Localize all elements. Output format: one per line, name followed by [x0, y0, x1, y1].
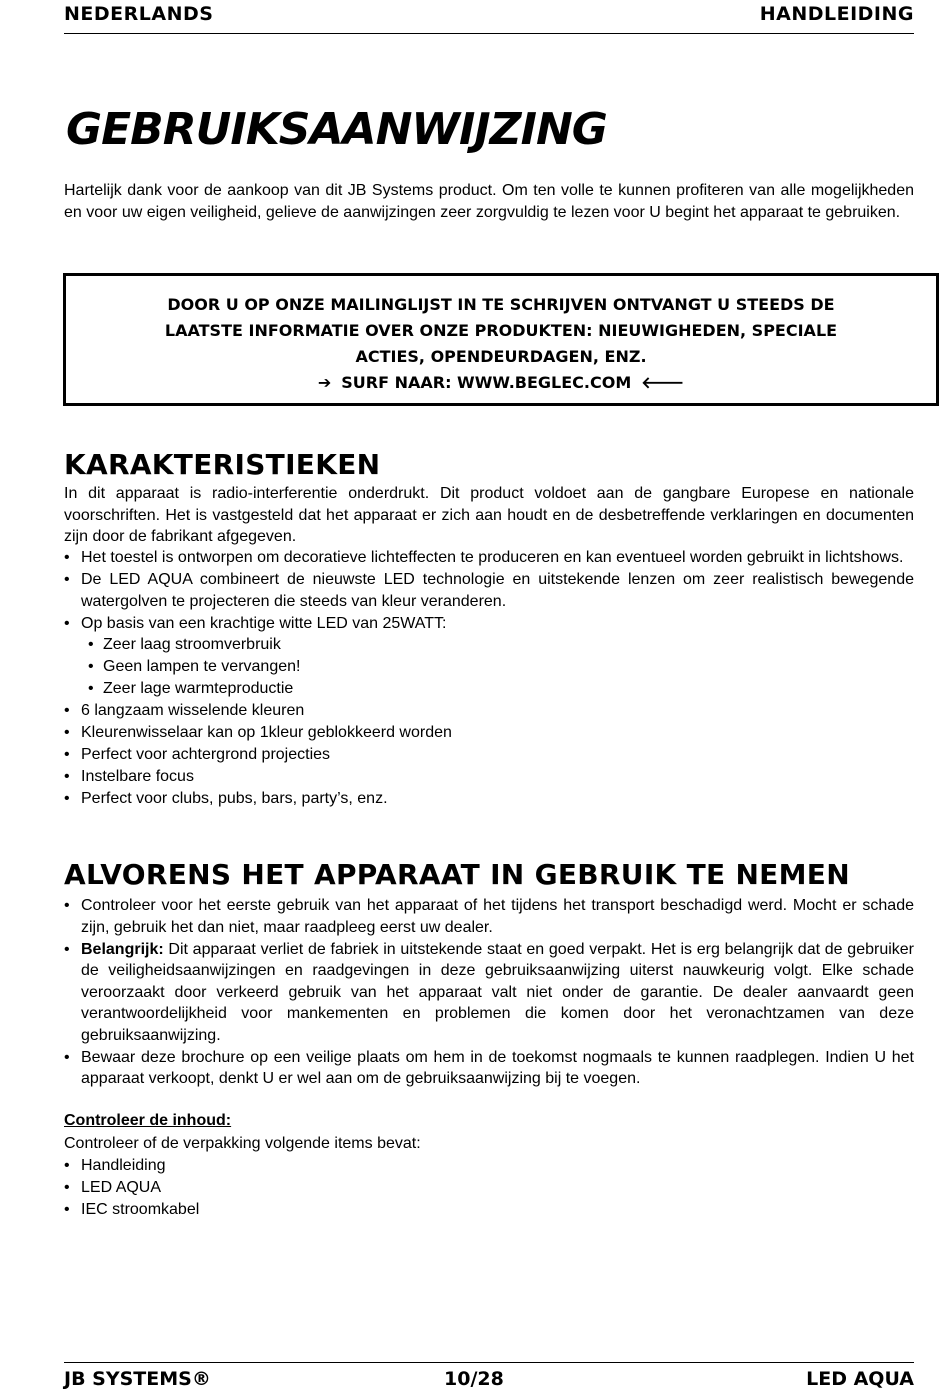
list-item: • Instelbare focus	[64, 766, 914, 788]
arrow-left-icon: 🡐	[641, 373, 685, 392]
contents-heading: Controleer de inhoud:	[64, 1112, 232, 1129]
led-benefits-list	[81, 634, 914, 700]
notice-website-link[interactable]: SURF NAAR: WWW.BEGLEC.COM	[341, 373, 632, 392]
list-item: • Op basis van een krachtige witte LED van 25WATT: • Zeer laag stroomverbruik • Geen lampen te vervangen! • Zeer lage warmteproductie	[64, 613, 914, 700]
bullet-icon: •	[64, 768, 70, 785]
bullet-icon: •	[64, 1201, 70, 1218]
bullet-icon: •	[64, 549, 70, 566]
bullet-icon: •	[88, 680, 94, 697]
header-doc-type: HANDLEIDING	[759, 3, 914, 25]
bullet-icon: •	[64, 1157, 70, 1174]
contents-intro: Controleer of de verpakking volgende items bevat:	[64, 1135, 421, 1152]
list-item: • De LED AQUA combineert de nieuwste LED technologie en uitstekende lenzen om zeer realistisch bewegende watergolven te projecteren die steeds van kleur veranderen.	[64, 571, 914, 610]
page-footer	[64, 1362, 914, 1393]
list-item: • Handleiding	[64, 1155, 914, 1177]
bullet-icon: •	[64, 1179, 70, 1196]
contents-list	[64, 1155, 914, 1221]
page-header	[64, 3, 914, 34]
list-item: • Belangrijk: Dit apparaat verliet de fabriek in uitstekende staat en goed verpakt. Het is erg belangrijk dat de gebruiker de veiligheidsaanwijzingen en raadgevingen in deze gebruiksaanwijzing uiterst nauwkeurig volgt. Elke schade veroorzaakt door verkeerd gebruik van het apparaat valt niet onder de garantie. De dealer aanvaardt geen verantwoordelijkheid voor mankementen en problemen die komen door het veronachtzamen van deze gebruiksaanwijzing.	[64, 940, 914, 1044]
list-item: • Bewaar deze brochure op een veilige plaats om hem in de toekomst nogmaals te kunnen raadplegen. Indien U het apparaat verkoopt, denkt U er wel aan om de gebruiksaanwijzing bij te voegen.	[64, 1048, 914, 1087]
list-item: • Controleer voor het eerste gebruik van het apparaat of het tijdens het transport beschadigd werd. Mocht er schade zijn, gebruik het dan niet, maar raadpleeg eerst uw dealer.	[64, 897, 914, 936]
before-use-heading: ALVORENS HET APPARAAT IN GEBRUIK TE NEMEN	[64, 858, 850, 891]
notice-line-1: DOOR U OP ONZE MAILINGLIJST IN TE SCHRIJVEN ONTVANGT U STEEDS DE	[167, 295, 835, 314]
list-item: • 6 langzaam wisselende kleuren	[64, 700, 914, 722]
important-label: Belangrijk:	[81, 940, 164, 958]
list-item: • Kleurenwisselaar kan op 1kleur geblokkeerd worden	[64, 722, 914, 744]
page-number: 10/28	[444, 1368, 504, 1390]
features-heading: KARAKTERISTIEKEN	[64, 448, 381, 481]
notice-line-2: LAATSTE INFORMATIE OVER ONZE PRODUKTEN: NIEUWIGHEDEN, SPECIALE	[164, 321, 838, 340]
notice-line-3: ACTIES, OPENDEURDAGEN, ENZ.	[355, 347, 647, 366]
list-item: • Geen lampen te vervangen!	[81, 656, 914, 678]
list-item: • Perfect voor achtergrond projecties	[64, 744, 914, 766]
header-language: NEDERLANDS	[64, 3, 214, 25]
page-title: GEBRUIKSAANWIJZING	[66, 104, 607, 155]
list-item: • Zeer laag stroomverbruik	[81, 634, 914, 656]
bullet-icon: •	[88, 658, 94, 675]
footer-product: LED AQUA	[806, 1368, 914, 1390]
bullet-icon: •	[64, 940, 70, 958]
bullet-icon: •	[64, 724, 70, 741]
arrow-right-icon: ➔	[317, 373, 332, 392]
bullet-icon: •	[64, 1048, 70, 1066]
bullet-icon: •	[64, 571, 70, 588]
bullet-icon: •	[64, 746, 70, 763]
list-item: • IEC stroomkabel	[64, 1199, 914, 1221]
list-item: • Het toestel is ontworpen om decoratieve lichteffecten te produceren en kan eventueel worden gebruikt in lichtshows.	[64, 547, 914, 569]
notice-surf-line	[66, 370, 936, 396]
features-intro: In dit apparaat is radio-interferentie onderdrukt. Dit product voldoet aan de gangbare Europese en nationale voorschriften. Het is vastgesteld dat het apparaat er zich aan houdt en de desbetreffende verklaringen en documenten zijn door de fabrikant afgegeven.	[64, 485, 914, 545]
bullet-icon: •	[64, 702, 70, 719]
bullet-icon: •	[64, 614, 70, 632]
before-use-list	[64, 895, 914, 1090]
bullet-icon: •	[88, 636, 94, 653]
list-item: • Zeer lage warmteproductie	[81, 678, 914, 700]
intro-paragraph: Hartelijk dank voor de aankoop van dit JB Systems product. Om ten volle te kunnen profiteren van alle mogelijkheden en voor uw eigen veiligheid, gelieve de aanwijzingen zeer zorgvuldig te lezen voor U begint het apparaat te gebruiken.	[64, 182, 914, 221]
list-item: • LED AQUA	[64, 1177, 914, 1199]
list-item: • Perfect voor clubs, pubs, bars, party’s, enz.	[64, 788, 914, 810]
footer-brand: JB SYSTEMS®	[64, 1368, 211, 1390]
features-list	[64, 547, 914, 810]
bullet-icon: •	[64, 897, 70, 914]
bullet-icon: •	[64, 790, 70, 807]
mailinglist-notice-box	[63, 273, 939, 406]
